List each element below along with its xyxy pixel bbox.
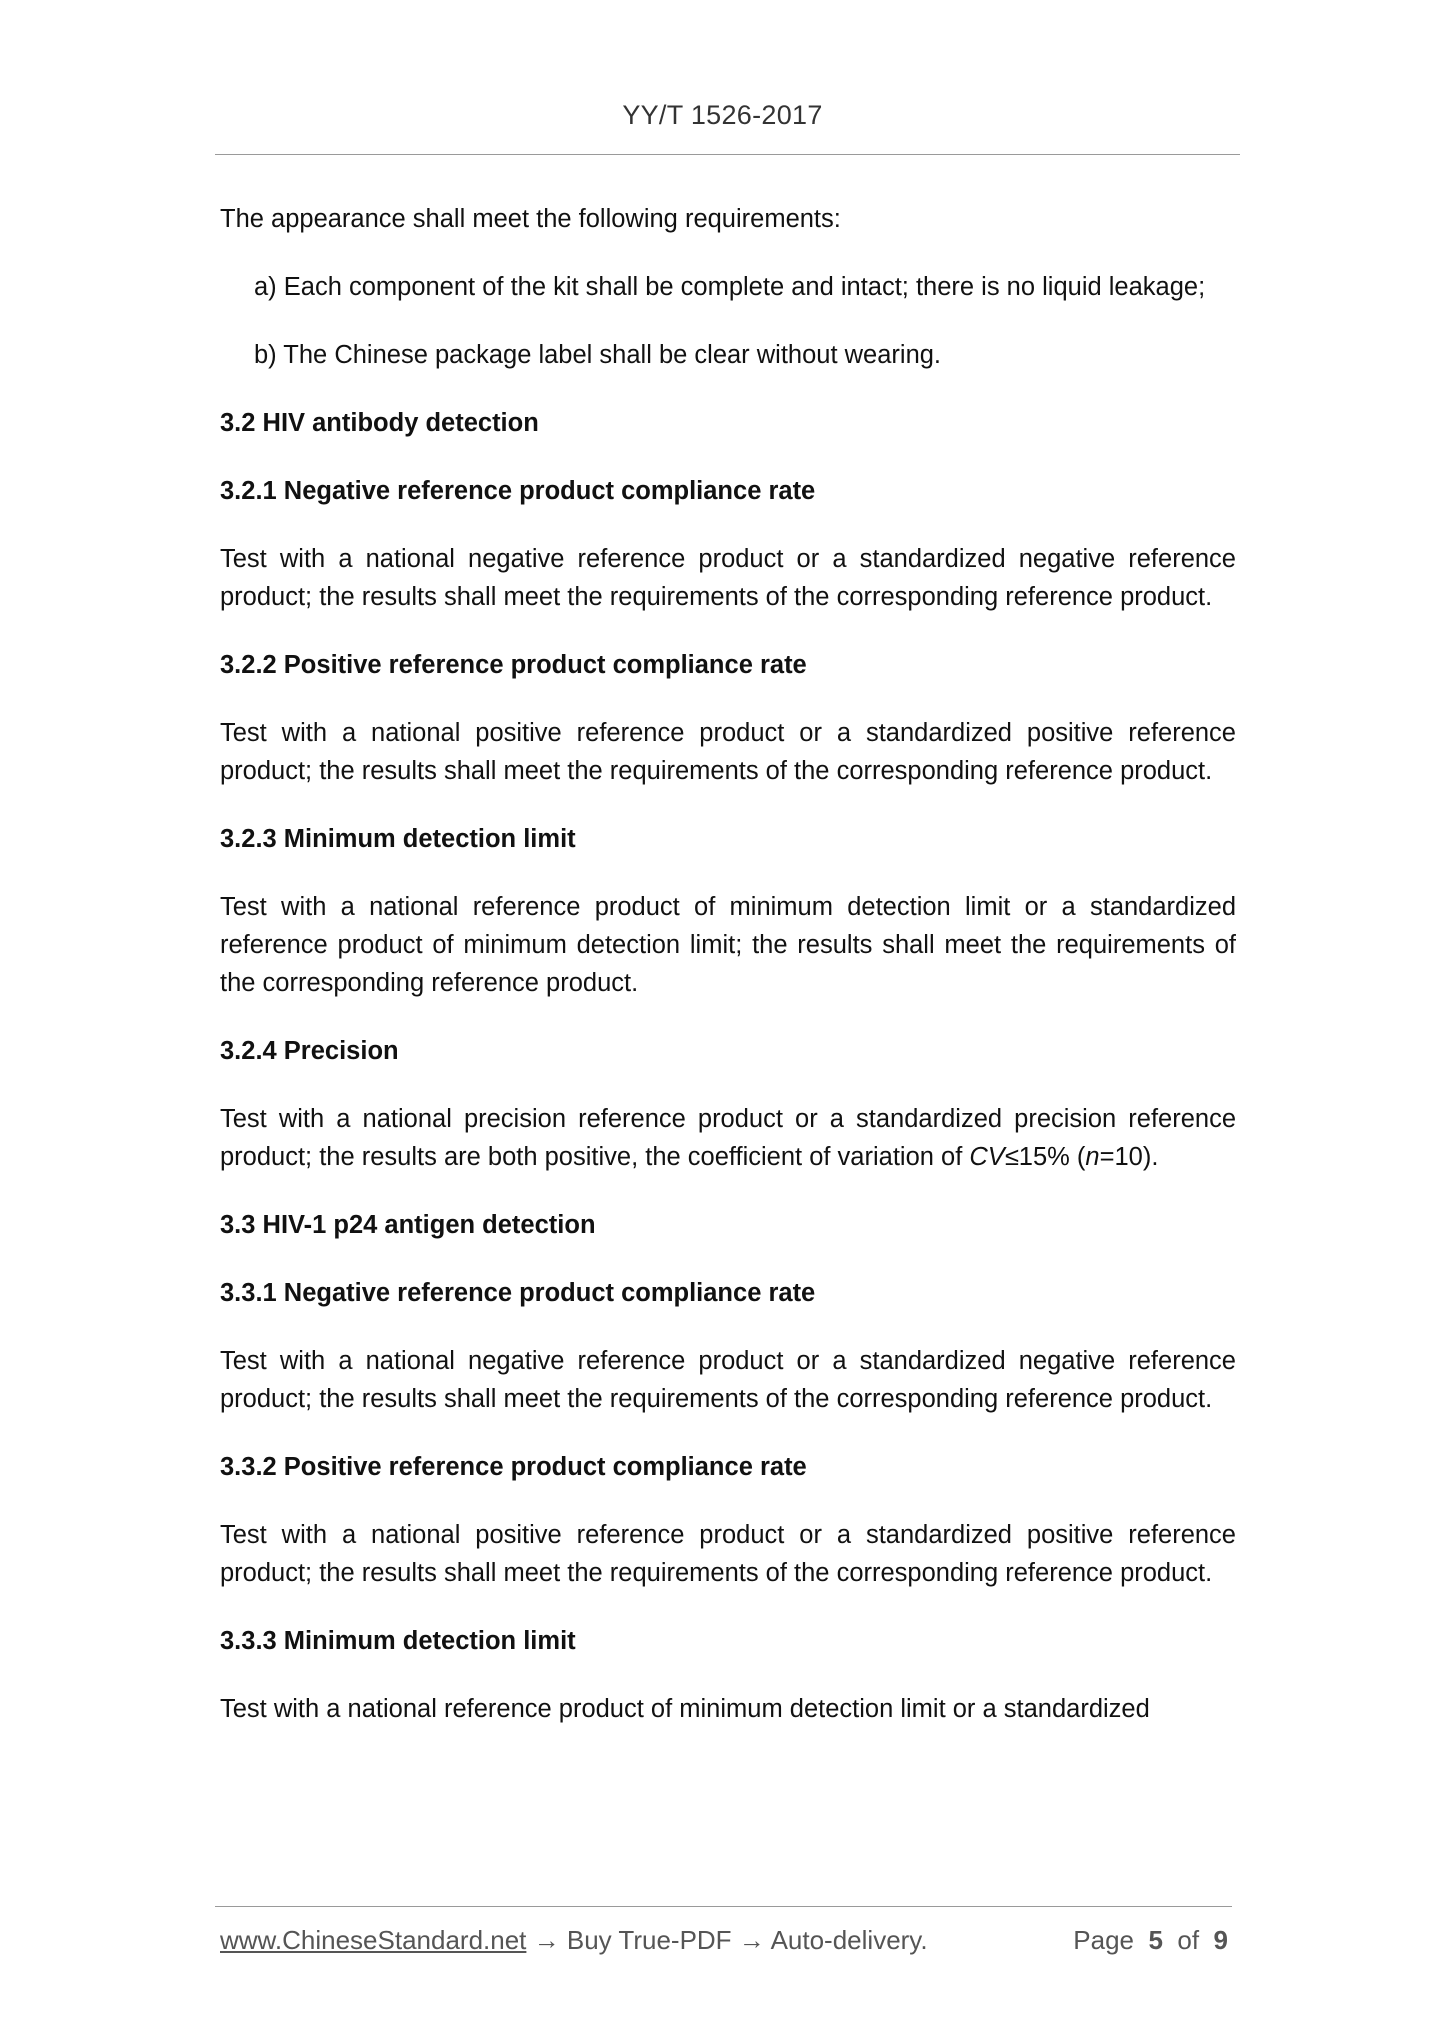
header-doc-id: YY/T 1526-2017 (622, 100, 823, 130)
footer-divider (215, 1906, 1232, 1907)
header-divider (215, 154, 1240, 155)
section-3-3-2-heading: 3.3.2 Positive reference product compliance rate (220, 1453, 807, 1481)
section-3-2-heading: 3.2 HIV antibody detection (220, 409, 539, 437)
page-indicator (1073, 1925, 1228, 1956)
precision-text-part-b: ≤15% ( (1004, 1143, 1086, 1171)
precision-text-part-c: =10). (1099, 1143, 1159, 1171)
page-label: Page (1073, 1925, 1135, 1955)
page-of-label: of (1177, 1925, 1200, 1955)
section-3-3-1-text: Test with a national negative reference product or a standardized negative reference product; the results shall meet the requirements of the corresponding reference product. (220, 1347, 1236, 1413)
precision-text-part-a: Test with a national precision reference product or a standardized precision reference product; the results are both positive, the coefficient of variation of (220, 1105, 1236, 1171)
section-3-2-4-text (220, 1100, 1236, 1176)
section-3-2-1-heading: 3.2.1 Negative reference product compliance rate (220, 477, 816, 505)
section-3-2-2-text: Test with a national positive reference product or a standardized positive reference product; the results shall meet the requirements of the corresponding reference product. (220, 719, 1236, 785)
footer-tagline: → Buy True-PDF → Auto-delivery. (526, 1925, 928, 1955)
section-3-2-1-text: Test with a national negative reference product or a standardized negative reference product; the results shall meet the requirements of the corresponding reference product. (220, 545, 1236, 611)
section-3-3-1-heading: 3.3.1 Negative reference product compliance rate (220, 1279, 816, 1307)
n-symbol: n (1085, 1143, 1100, 1171)
section-3-2-2-heading: 3.2.2 Positive reference product compliance rate (220, 651, 807, 679)
section-3-3-3-text: Test with a national reference product of minimum detection limit or a standardized (220, 1695, 1150, 1723)
document-body (220, 200, 1236, 1728)
chinesestandard-link[interactable]: www.ChineseStandard.net (220, 1925, 527, 1955)
footer-promo (220, 1925, 928, 1956)
section-3-3-2-text: Test with a national positive reference product or a standardized positive reference product; the results shall meet the requirements of the corresponding reference product. (220, 1521, 1236, 1587)
total-pages-number: 9 (1213, 1925, 1228, 1955)
cv-symbol: CV (969, 1143, 1005, 1171)
section-3-2-3-text: Test with a national reference product of minimum detection limit or a standardized reference product of minimum detection limit; the results shall meet the requirements of the corresponding reference product. (220, 893, 1236, 997)
section-3-3-heading: 3.3 HIV-1 p24 antigen detection (220, 1211, 596, 1239)
section-3-2-3-heading: 3.2.3 Minimum detection limit (220, 825, 576, 853)
requirement-item-a: a) Each component of the kit shall be complete and intact; there is no liquid leakage; (254, 273, 1206, 301)
section-3-2-4-heading: 3.2.4 Precision (220, 1037, 399, 1065)
section-3-3-3-heading: 3.3.3 Minimum detection limit (220, 1627, 576, 1655)
current-page-number: 5 (1148, 1925, 1163, 1955)
requirement-item-b: b) The Chinese package label shall be clear without wearing. (254, 341, 942, 369)
intro-paragraph: The appearance shall meet the following requirements: (220, 205, 841, 233)
